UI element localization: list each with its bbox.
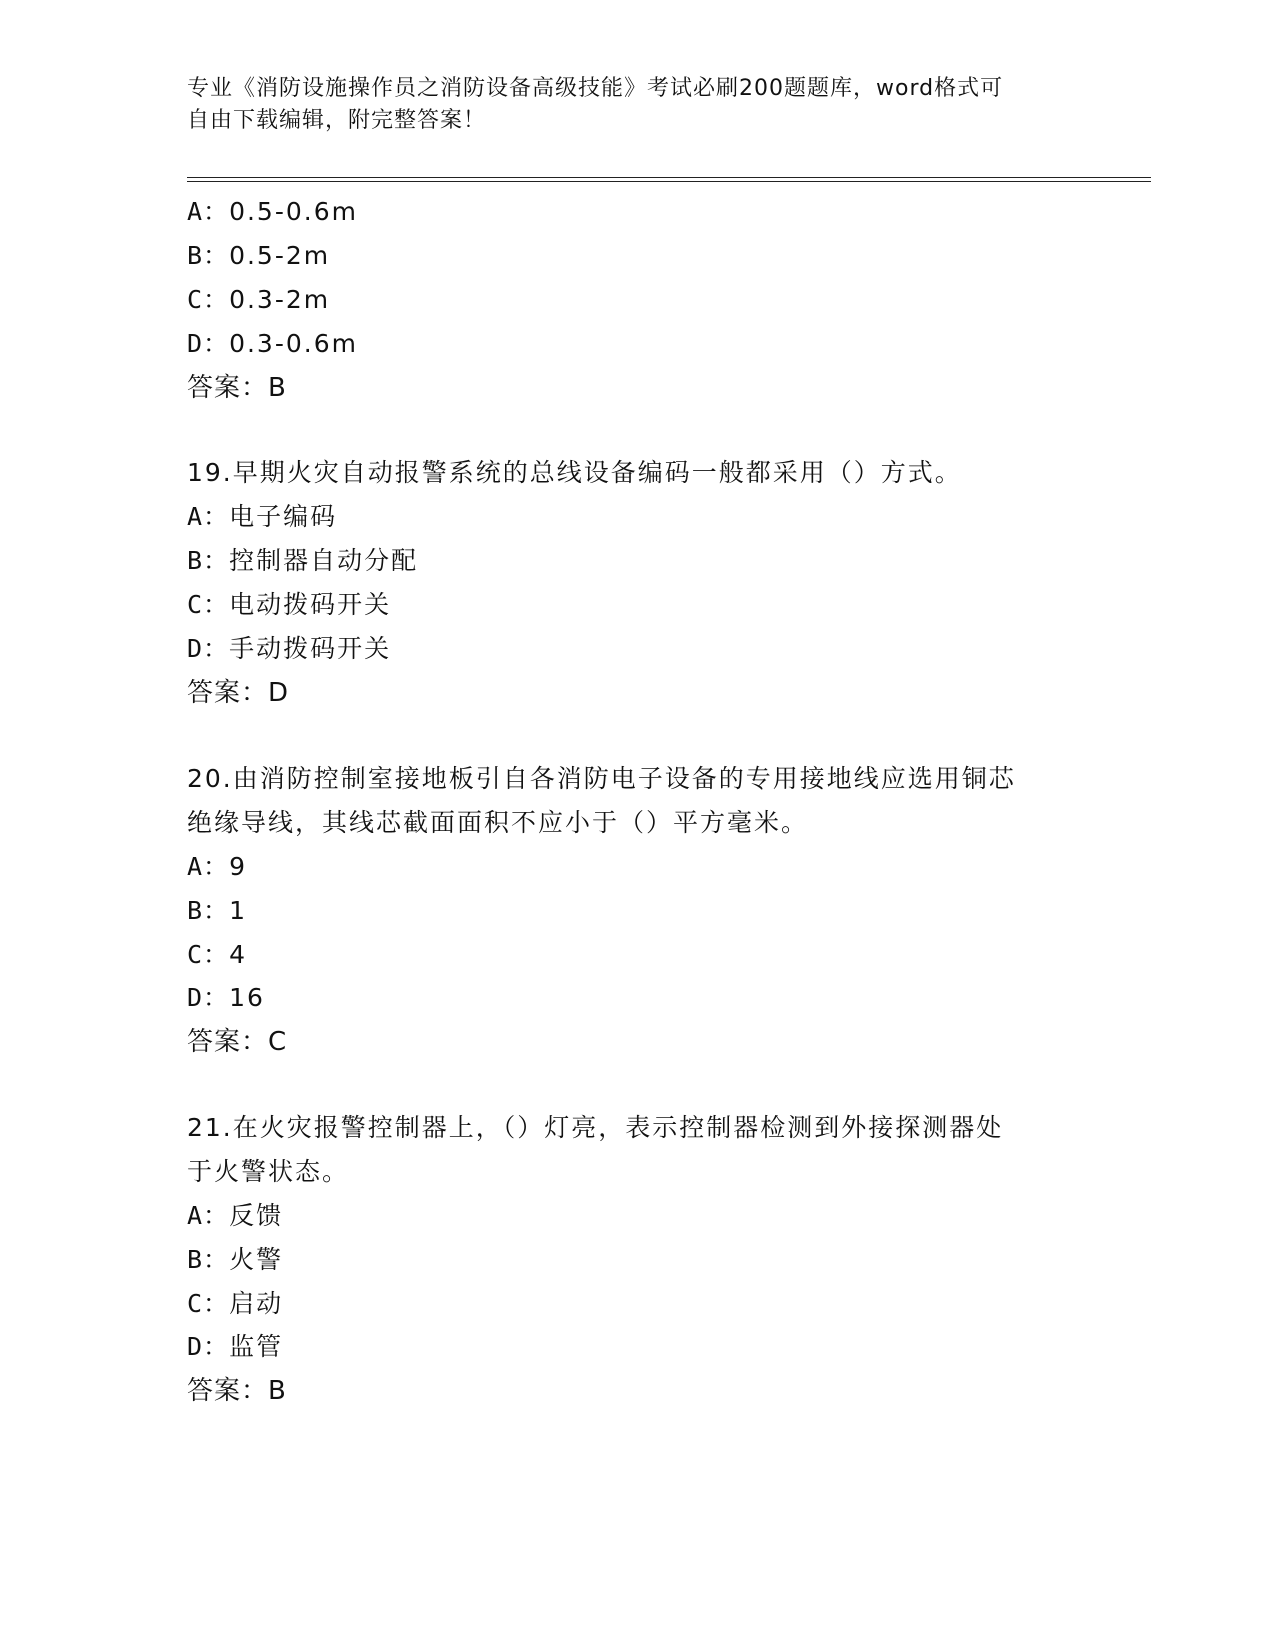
option-key: C： <box>187 590 230 619</box>
option-text: 0.3-2m <box>229 285 331 314</box>
q18-option-b <box>187 236 330 272</box>
option-text: 反馈 <box>229 1201 284 1230</box>
document-header <box>187 73 1087 137</box>
q18-option-d <box>187 324 358 360</box>
q21-option-c <box>187 1284 283 1320</box>
q18-option-c <box>187 280 330 316</box>
q20-stem-line-2: 绝缘导线，其线芯截面面积不应小于（）平方毫米。 <box>187 808 809 837</box>
q20-option-c <box>187 935 247 971</box>
option-key: B： <box>187 1245 230 1274</box>
option-text: 电动拨码开关 <box>229 590 392 619</box>
option-text: 1 <box>229 896 247 925</box>
q19-option-c <box>187 585 391 621</box>
option-text: 手动拨码开关 <box>229 634 392 663</box>
q21-option-b <box>187 1240 283 1276</box>
option-text: 16 <box>229 983 265 1012</box>
option-key: D： <box>187 329 230 358</box>
option-key: C： <box>187 940 230 969</box>
option-text: 0.3-0.6m <box>229 329 358 358</box>
option-key: A： <box>187 852 230 881</box>
q18-answer: 答案：B <box>187 373 287 403</box>
option-key: B： <box>187 546 230 575</box>
option-text: 4 <box>229 940 247 969</box>
q20-answer: 答案：C <box>187 1027 288 1057</box>
option-text: 控制器自动分配 <box>229 546 419 575</box>
q20-stem-line-1: 20.由消防控制室接地板引自各消防电子设备的专用接地线应选用铜芯 <box>187 764 1016 793</box>
q21-option-a <box>187 1196 283 1232</box>
option-key: A： <box>187 1201 230 1230</box>
q19-option-b <box>187 541 418 577</box>
option-text: 9 <box>229 852 247 881</box>
q19-option-a <box>187 497 337 533</box>
option-text: 启动 <box>229 1289 284 1318</box>
header-line-2: 自由下载编辑，附完整答案！ <box>187 108 487 133</box>
option-key: B： <box>187 896 230 925</box>
q21-stem-line-1: 21.在火灾报警控制器上，（）灯亮，表示控制器检测到外接探测器处 <box>187 1113 1004 1142</box>
q20-option-b <box>187 891 247 927</box>
option-key: D： <box>187 634 230 663</box>
option-text: 火警 <box>229 1245 284 1274</box>
header-divider-bottom <box>187 181 1151 182</box>
q19-option-d <box>187 629 391 665</box>
header-divider-top <box>187 177 1151 178</box>
q21-stem-line-2: 于火警状态。 <box>187 1157 350 1186</box>
option-text: 电子编码 <box>229 502 338 531</box>
option-key: A： <box>187 197 230 226</box>
option-text: 监管 <box>229 1332 284 1361</box>
option-key: B： <box>187 241 230 270</box>
q20-option-a <box>187 847 247 883</box>
q19-stem: 19.早期火灾自动报警系统的总线设备编码一般都采用（）方式。 <box>187 458 962 487</box>
option-key: C： <box>187 1289 230 1318</box>
option-key: D： <box>187 983 230 1012</box>
option-key: A： <box>187 502 230 531</box>
q21-answer: 答案：B <box>187 1376 287 1406</box>
option-text: 0.5-2m <box>229 241 331 270</box>
option-key: D： <box>187 1332 230 1361</box>
header-line-1: 专业《消防设施操作员之消防设备高级技能》考试必刷200题题库，word格式可 <box>187 76 1004 101</box>
option-key: C： <box>187 285 230 314</box>
q21-option-d <box>187 1327 283 1363</box>
q19-answer: 答案：D <box>187 678 290 708</box>
q20-option-d <box>187 978 265 1014</box>
option-text: 0.5-0.6m <box>229 197 358 226</box>
q18-option-a <box>187 192 358 228</box>
